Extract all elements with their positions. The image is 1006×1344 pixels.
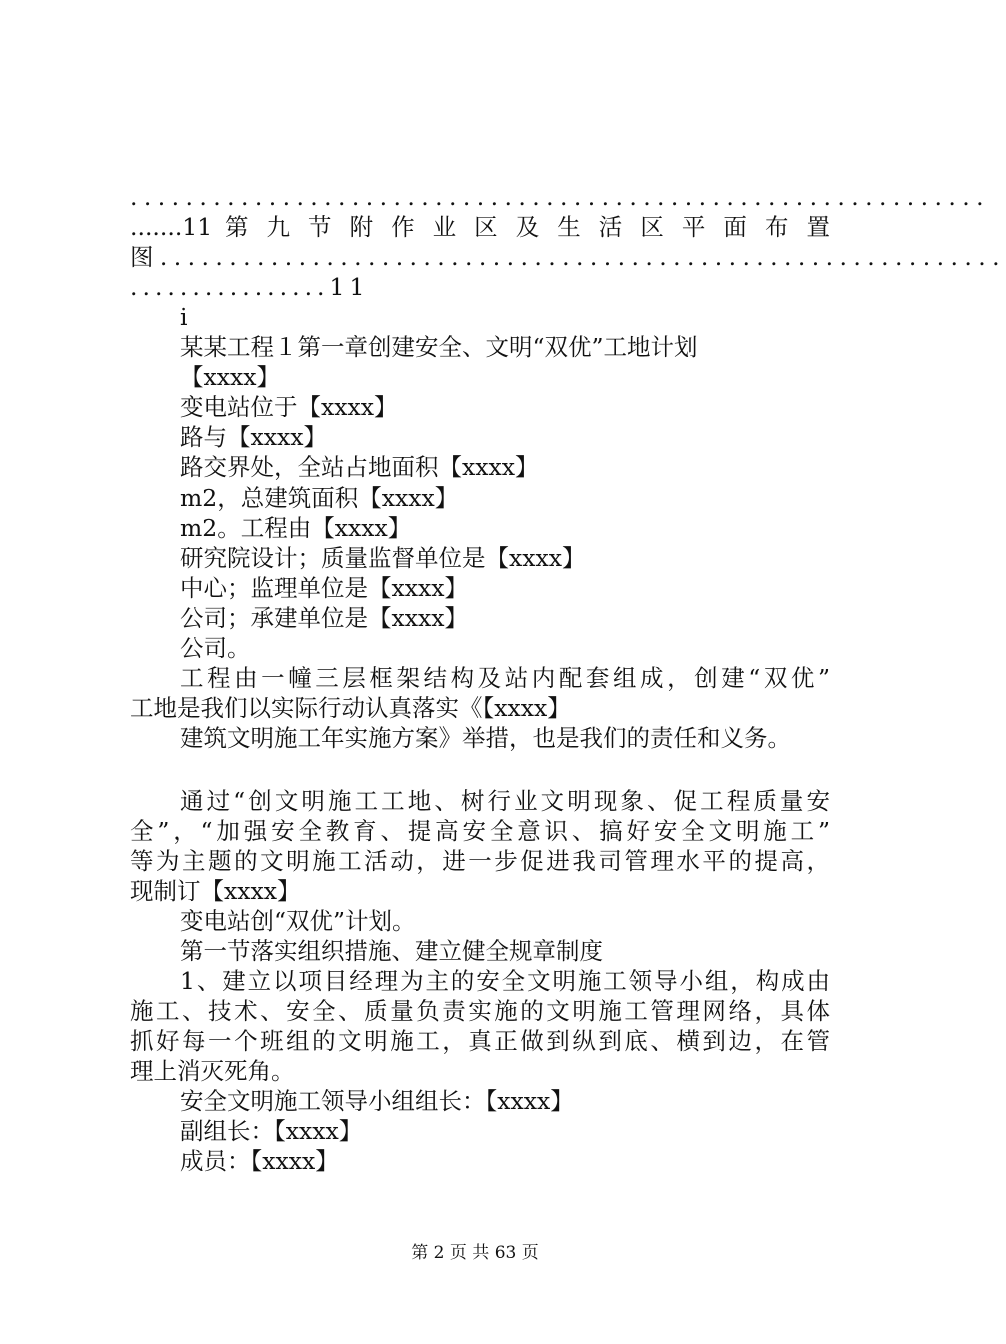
- body-line: m2。工程由【xxxx】: [180, 514, 412, 542]
- body-line: 公司；承建单位是【xxxx】: [180, 604, 469, 632]
- chapter-heading: 某某工程１第一章创建安全、文明“双优”工地计划: [180, 333, 698, 361]
- page-footer: 第 2 页 共 63 页: [411, 1243, 539, 1263]
- body-line: 路交界处，全站占地面积【xxxx】: [180, 453, 539, 481]
- section-heading: 第一节落实组织措施、建立健全规章制度: [180, 937, 603, 965]
- toc-dot-leader: ..............................................................: [130, 183, 990, 211]
- toc-entry-section-9: .......11 第 九 节 附 作 业 区 及 生 活 区 平 面 布 置: [130, 213, 830, 241]
- body-line: 工地是我们以实际行动认真落实《【xxxx】: [130, 694, 571, 722]
- body-line: 安全文明施工领导小组组长：【xxxx】: [180, 1087, 574, 1115]
- body-line: 研究院设计；质量监督单位是【xxxx】: [180, 544, 586, 572]
- body-line: 抓好每一个班组的文明施工，真正做到纵到底、横到边，在管: [130, 1027, 830, 1055]
- body-line: 路与【xxxx】: [180, 423, 328, 451]
- body-line: 工程由一幢三层框架结构及站内配套组成，创建“双优”: [180, 664, 830, 692]
- body-line: 【xxxx】: [180, 363, 281, 391]
- body-line: 1、建立以项目经理为主的安全文明施工领导小组，构成由: [180, 967, 830, 995]
- roman-page-marker: i: [180, 303, 188, 331]
- body-line: 变电站位于【xxxx】: [180, 393, 398, 421]
- body-line: 理上消灭死角。: [130, 1057, 295, 1085]
- body-line: 全”，“加强安全教育、提高安全意识、搞好安全文明施工”: [130, 817, 830, 845]
- body-line: 副组长：【xxxx】: [180, 1117, 363, 1145]
- body-line: 公司。: [180, 634, 251, 662]
- body-line: 施工、技术、安全、质量负责实施的文明施工管理网络，具体: [130, 997, 830, 1025]
- body-line: 成员：【xxxx】: [180, 1147, 339, 1175]
- body-line: 现制订【xxxx】: [130, 877, 301, 905]
- toc-entry-section-9-continued: 图.............................................................: [130, 243, 1006, 271]
- body-line: m2，总建筑面积【xxxx】: [180, 484, 459, 512]
- body-line: 通过“创文明施工工地、树行业文明现象、促工程质量安: [180, 787, 830, 815]
- body-line: 变电站创“双优”计划。: [180, 907, 416, 935]
- body-line: 等为主题的文明施工活动，进一步促进我司管理水平的提高，: [130, 847, 830, 875]
- body-line: 中心；监理单位是【xxxx】: [180, 574, 469, 602]
- toc-page-number: ................11: [130, 273, 370, 301]
- body-line: 建筑文明施工年实施方案》举措，也是我们的责任和义务。: [180, 724, 791, 752]
